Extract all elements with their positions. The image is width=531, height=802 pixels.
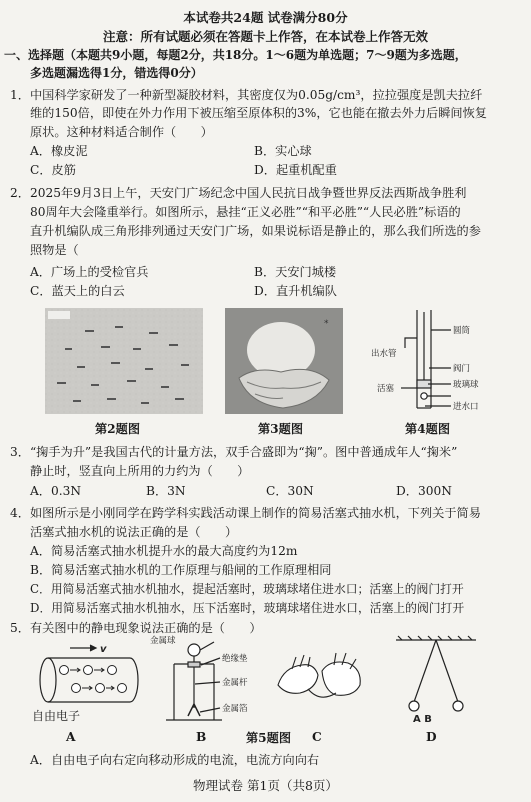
q4-stem-line2: 活塞式抽水机的说法正确的是（ ）	[30, 525, 238, 539]
figure-2-caption: 第2题图	[95, 422, 141, 436]
figure-2-helicopter-photo	[45, 308, 203, 414]
q2-option-a: A．广场上的受检官兵	[30, 265, 149, 279]
q2-stem-line3: 直升机编队成三角形排列通过天安门广场，如果说标语是静止的，那么我们所选的参	[30, 224, 481, 238]
section-heading-line1: 一、选择题（本题共9小题，每题2分，共18分。1～6题为单选题；7～9题为多选题，	[4, 48, 467, 62]
section-heading-line2: 多选题漏选得1分，错选得0分）	[30, 66, 203, 80]
q4-option-b: B．简易活塞式抽水机的工作原理与船闸的工作原理相同	[30, 563, 332, 577]
q5-stem: 5．有关图中的静电现象说法正确的是（ ）	[10, 621, 262, 635]
q2-stem-line4: 照物是（	[30, 243, 79, 257]
fig5a-letter: A	[66, 730, 76, 744]
fig4-label-piston: 活塞	[377, 384, 395, 394]
q1-option-c: C．皮筋	[30, 163, 76, 177]
q2-stem-line2: 80周年大会隆重举行。如图所示，悬挂“正义必胜”“和平必胜”“人民必胜”标语的	[30, 205, 461, 219]
fig4-label-glass-ball: 玻璃球	[453, 380, 479, 390]
q3-stem-line2: 静止时，竖直向上所用的力约为（ ）	[30, 464, 250, 478]
fig4-label-outlet: 出水管	[371, 349, 397, 359]
q1-option-d: D．起重机配重	[254, 163, 337, 177]
q1-stem-line1: 1．中国科学家研发了一种新型凝胶材料，其密度仅为0.05g/cm³，拉拉强度是凯夫拉纤	[10, 88, 483, 102]
fig4-label-cylinder: 圆筒	[453, 326, 471, 336]
exam-title: 本试卷共24题 试卷满分80分	[183, 10, 348, 25]
figure-5d-suspended-balls	[380, 634, 490, 724]
fig5a-velocity-label: v	[100, 644, 107, 655]
q1-option-a: A．橡皮泥	[30, 144, 88, 158]
fig5c-letter: C	[312, 730, 322, 744]
fig5b-label-metal-rod: 金属杆	[222, 678, 248, 688]
q3-option-c: C．30N	[266, 484, 314, 498]
figure-4-piston-pump-diagram	[365, 308, 525, 414]
page-footer: 物理试卷 第1页（共8页）	[193, 778, 338, 793]
q4-stem-line1: 4．如图所示是小刚同学在跨学科实践活动课上制作的简易活塞式抽水机，下列关于简易	[10, 506, 481, 520]
q2-stem-line1: 2．2025年9月3日上午，天安门广场纪念中国人民抗日战争暨世界反法西斯战争胜利	[10, 186, 467, 200]
figure-5a-free-electrons	[30, 640, 150, 740]
figure-3-cupped-hands-photo	[225, 308, 343, 414]
q2-option-d: D．直升机编队	[254, 284, 337, 298]
fig5d-ball-labels: A B	[413, 714, 432, 724]
q4-option-c: C．用简易活塞式抽水机抽水，提起活塞时，玻璃球堵住进水口；活塞上的阀门打开	[30, 582, 464, 596]
fig4-label-inlet: 进水口	[453, 402, 479, 412]
fig4-label-valve: 阀门	[453, 364, 471, 374]
fig5b-label-metal-foil: 金属箔	[222, 704, 248, 714]
figure-5-caption: 第5题图	[246, 731, 292, 745]
q5-option-a: A．自由电子向右定向移动形成的电流，电流方向向右	[30, 753, 320, 767]
fig5a-free-electron-label: 自由电子	[32, 709, 81, 723]
figure-3-caption: 第3题图	[258, 422, 304, 436]
q1-stem-line3: 原状。这种材料适合制作（ ）	[30, 125, 213, 139]
fig5b-label-insulating-pad: 绝缘垫	[222, 654, 248, 664]
q3-stem-line1: 3．“掬手为升”是我国古代的计量方法，双手合盛即为“掬”。图中普通成年人“掬米”	[10, 445, 458, 459]
fig5b-letter: B	[196, 730, 207, 744]
q1-stem-line2: 维的150倍，即使在外力作用下被压缩至原体积的3%，它也能在撤去外力后瞬间恢复	[30, 106, 487, 120]
q2-option-b: B．天安门城楼	[254, 265, 337, 279]
q3-option-b: B．3N	[146, 484, 186, 498]
q4-option-a: A．简易活塞式抽水机提升水的最大高度约为12m	[30, 544, 298, 558]
fig5b-label-metal-ball: 金属球	[150, 636, 176, 646]
q1-option-b: B．实心球	[254, 144, 312, 158]
figure-5c-hands-rubbing	[270, 645, 370, 717]
q3-option-a: A．0.3N	[30, 484, 82, 498]
q2-option-c: C．蓝天上的白云	[30, 284, 125, 298]
exam-notice: 注意：所有试题必须在答题卡上作答，在本试卷上作答无效	[102, 29, 428, 44]
q3-option-d: D．300N	[396, 484, 452, 498]
svg-text:*: *	[324, 319, 329, 329]
fig5d-letter: D	[426, 730, 437, 744]
q4-option-d: D．用简易活塞式抽水机抽水，压下活塞时，玻璃球堵住进水口，活塞上的阀门打开	[30, 601, 465, 615]
figure-4-caption: 第4题图	[405, 422, 451, 436]
figure-5b-electroscope	[148, 634, 268, 730]
